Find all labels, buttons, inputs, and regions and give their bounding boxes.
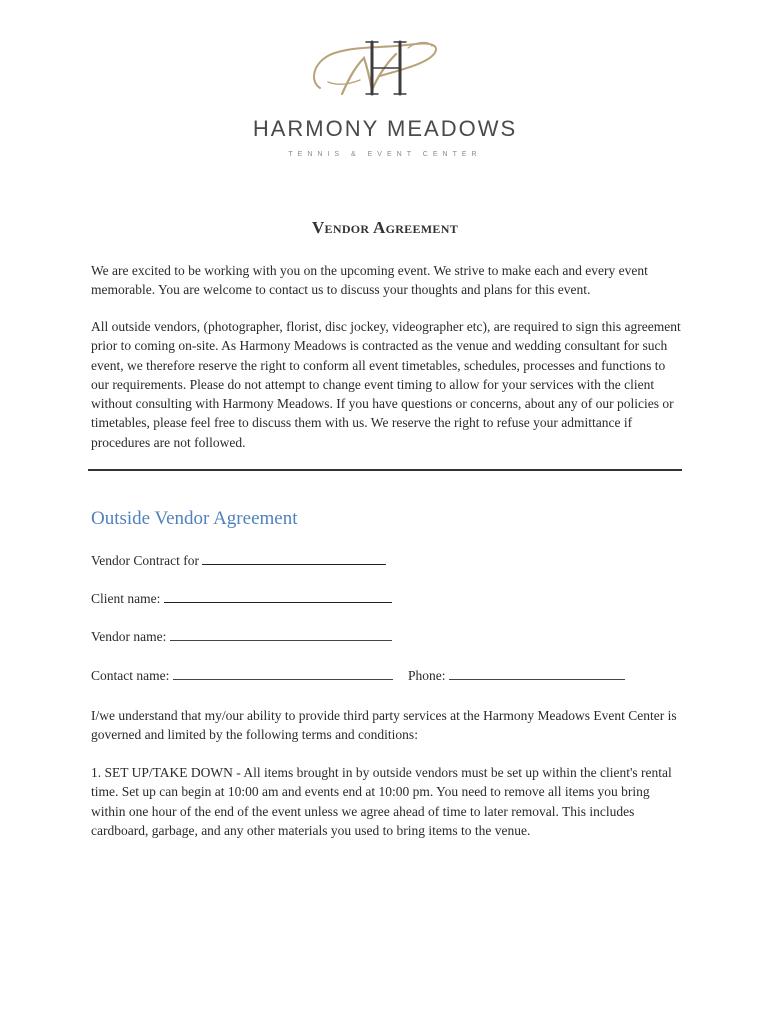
contact-name-field: [91, 667, 393, 684]
phone-field: [408, 667, 625, 684]
understanding-paragraph: I/we understand that my/our ability to provide third party services at the Harmony Meadows Event Center is governed and limited by the following terms and conditions:: [91, 708, 677, 743]
client-name-field: [91, 590, 392, 607]
client-name-blank[interactable]: [164, 590, 392, 603]
phone-blank[interactable]: [449, 667, 625, 680]
contact-name-blank[interactable]: [173, 667, 393, 680]
vendor-contract-field: [91, 552, 386, 569]
policy-paragraph: All outside vendors, (photographer, florist, disc jockey, videographer etc), are required to sign this agreement prior to coming on-site. As Harmony Meadows is contracted as the venue and wedding consultant for such event, we therefore reserve the right to conform all event timetables, schedules, processes and functions to our requirements. Please do not attempt to change event timing to allow for your services with the client without consulting with Harmony Meadows. If you have questions or concerns, about any of our policies or timetables, please feel free to discuss them with us. We reserve the right to refuse your admittance if procedures are not followed.: [91, 319, 681, 450]
section-divider: [88, 469, 682, 471]
vendor-name-field: [91, 628, 392, 645]
client-name-label: Client name:: [91, 591, 161, 606]
vendor-contract-label: Vendor Contract for: [91, 553, 199, 568]
brand-name: HARMONY MEADOWS: [252, 116, 518, 141]
contact-name-label: Contact name:: [91, 668, 170, 683]
document-title: Vendor Agreement: [311, 218, 458, 237]
intro-paragraph: We are excited to be working with you on the upcoming event. We strive to make each and every event memorable. You are welcome to contact us to discuss your thoughts and plans for this event.: [91, 263, 648, 298]
vendor-name-label: Vendor name:: [91, 629, 167, 644]
harmony-meadows-monogram-logo: [300, 36, 450, 102]
vendor-contract-blank[interactable]: [202, 552, 386, 565]
section-heading: Outside Vendor Agreement: [91, 508, 298, 529]
phone-label: Phone:: [408, 668, 446, 683]
term-setup-takedown: 1. SET UP/TAKE DOWN - All items brought in by outside vendors must be set up within the client's rental time. Set up can begin at 10:00 am and events end at 10:00 pm. You need to remove all items you bring within one hour of the end of the event unless we agree ahead of time to later removal. This includes cardboard, garbage, and any other materials you used to bring items to the venue.: [91, 765, 672, 838]
brand-tagline: TENNIS & EVENT CENTER: [288, 151, 482, 158]
vendor-name-blank[interactable]: [170, 628, 392, 641]
